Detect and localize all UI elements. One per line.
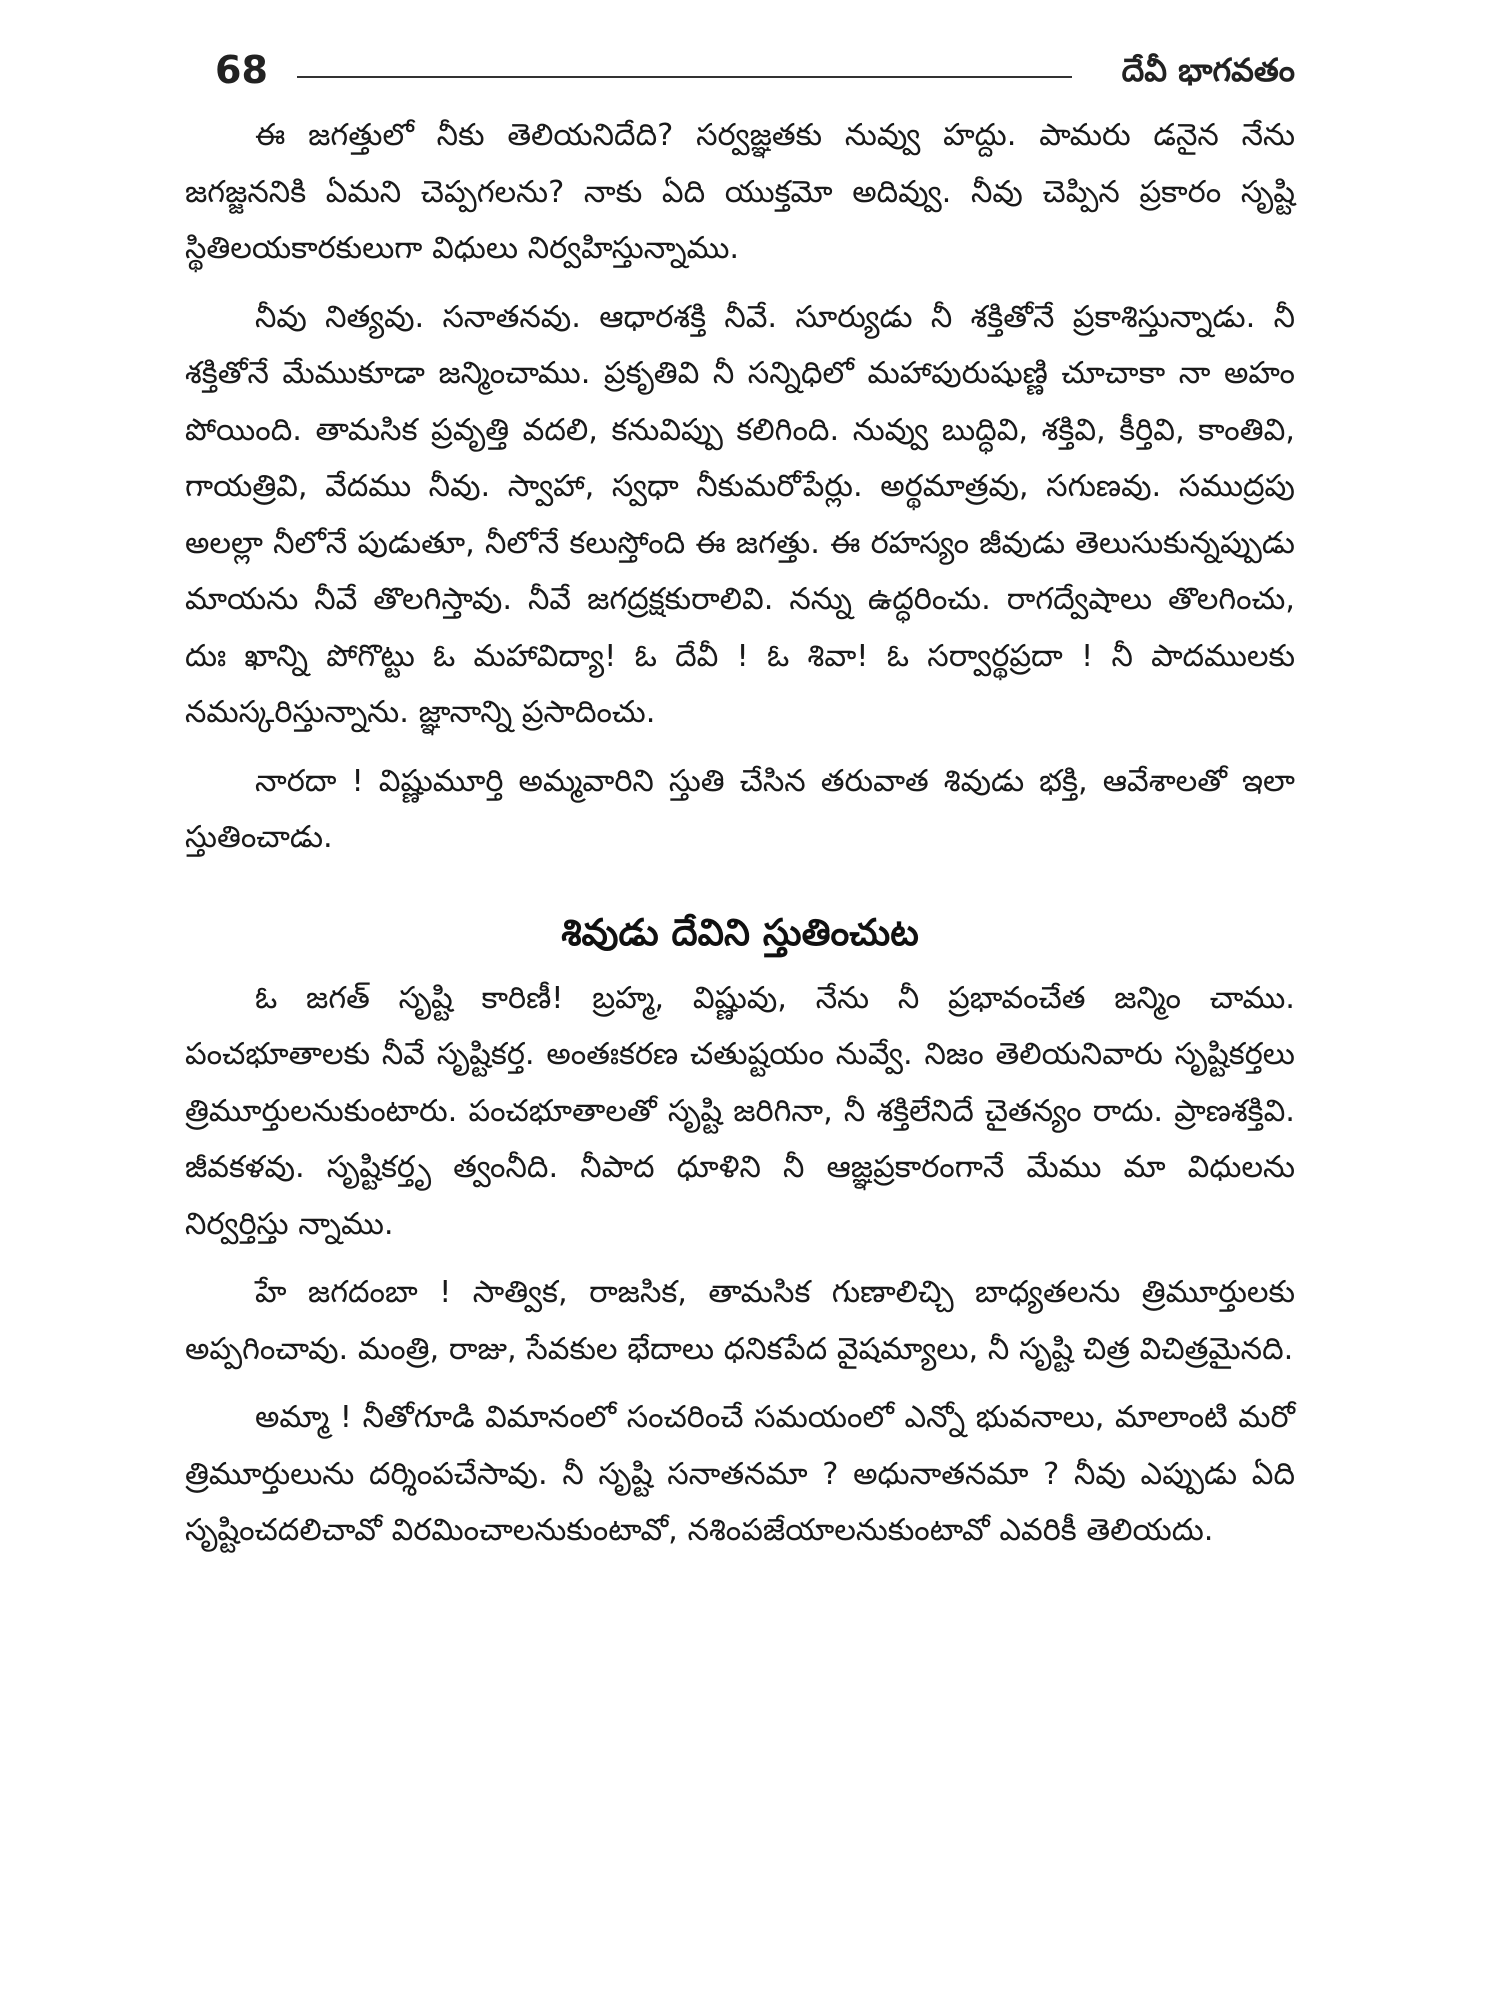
page-header <box>215 42 1295 102</box>
section-heading: శివుడు దేవిని స్తుతించుట <box>561 910 919 954</box>
paragraph: అమ్మా ! నీతోగూడి విమానంలో సంచరించే సమయంలో ఎన్నో భువనాలు, మాలాంటి మరో త్రిమూర్తులును దర్శింపచేసావు. నీ సృష్టి సనాతనమా ? అధునాతనమా ? నీవు ఎప్పుడు ఏది సృష్టించదలిచావో విరమించాలనుకుంటావో, నశింపజేయాలనుకుంటావో ఎవరికీ తెలియదు. <box>185 1400 1296 1548</box>
page-number: 68 <box>215 48 268 92</box>
paragraph: నారదా ! విష్ణుమూర్తి అమ్మవారిని స్తుతి చేసిన తరువాత శివుడు భక్తి, ఆవేశాలతో ఇలా స్తుతించాడు. <box>185 763 1295 855</box>
paragraph: నీవు నిత్యవు. సనాతనవు. ఆధారశక్తి నీవే. సూర్యుడు నీ శక్తితోనే ప్రకాశిస్తున్నాడు. నీ శక్తితోనే మేముకూడా జన్మించాము. ప్రకృతివి నీ సన్నిధిలో మహాపురుషుణ్ణి చూచాకా నా అహం పోయింది. తామసిక ప్రవృత్తి వదలి, కనువిప్పు కలిగింది. నువ్వు బుద్ధివి, శక్తివి, కీర్తివి, కాంతివి, గాయత్రివి, వేదము నీవు. స్వాహా, స్వధా నీకుమరోపేర్లు. అర్థమాత్రవు, సగుణవు. సముద్రపు అలల్లా నీలోనే పుడుతూ, నీలోనే కలుస్తోంది ఈ జగత్తు. ఈ రహస్యం జీవుడు తెలుసుకున్నప్పుడు మాయను నీవే తొలగిస్తావు. నీవే జగద్రక్షకురాలివి. నన్ను ఉద్ధరించు. రాగద్వేషాలు తొలగించు, దుః ఖాన్ని పోగొట్టు ఓ మహావిద్యా! ఓ దేవీ ! ఓ శివా! ఓ సర్వార్థప్రదా ! నీ పాదములకు నమస్కరిస్తున్నాను. జ్ఞానాన్ని ప్రసాదించు. <box>185 299 1295 730</box>
paragraph: ఈ జగత్తులో నీకు తెలియనిదేది? సర్వజ్ఞతకు నువ్వు హద్దు. పామరు డనైన నేను జగజ్జననికి ఏమని చెప్పగలను? నాకు ఏది యుక్తమో అదివ్వు. నీవు చెప్పిన ప్రకారం సృష్టి స్థితిలయకారకులుగా విధులు నిర్వహిస్తున్నాము. <box>185 118 1295 266</box>
page-body <box>185 108 1295 1572</box>
paragraph: ఓ జగత్ సృష్టి కారిణీ! బ్రహ్మ, విష్ణువు, నేను నీ ప్రభావంచేత జన్మిం చాము. పంచభూతాలకు నీవే సృష్టికర్త. అంతఃకరణ చతుష్టయం నువ్వే. నిజం తెలియనివారు సృష్టికర్తలు త్రిమూర్తులనుకుంటారు. పంచభూతాలతో సృష్టి జరిగినా, నీ శక్తిలేనిదే చైతన్యం రాదు. ప్రాణశక్తివి. జీవకళవు. సృష్టికర్తృ త్వంనీది. నీపాద ధూళిని నీ ఆజ్ఞప్రకారంగానే మేము మా విధులను నిర్వర్తిస్తు న్నాము. <box>185 980 1295 1242</box>
book-title: దేవీ భాగవతం <box>1121 51 1295 89</box>
header-rule <box>297 76 1072 78</box>
paragraph: హే జగదంబా ! సాత్విక, రాజసిక, తామసిక గుణాలిచ్చి బాధ్యతలను త్రిమూర్తులకు అప్పగించావు. మంత్రి, రాజు, సేవకుల భేదాలు ధనికపేద వైషమ్యాలు, నీ సృష్టి చిత్ర విచిత్రమైనది. <box>185 1275 1295 1367</box>
